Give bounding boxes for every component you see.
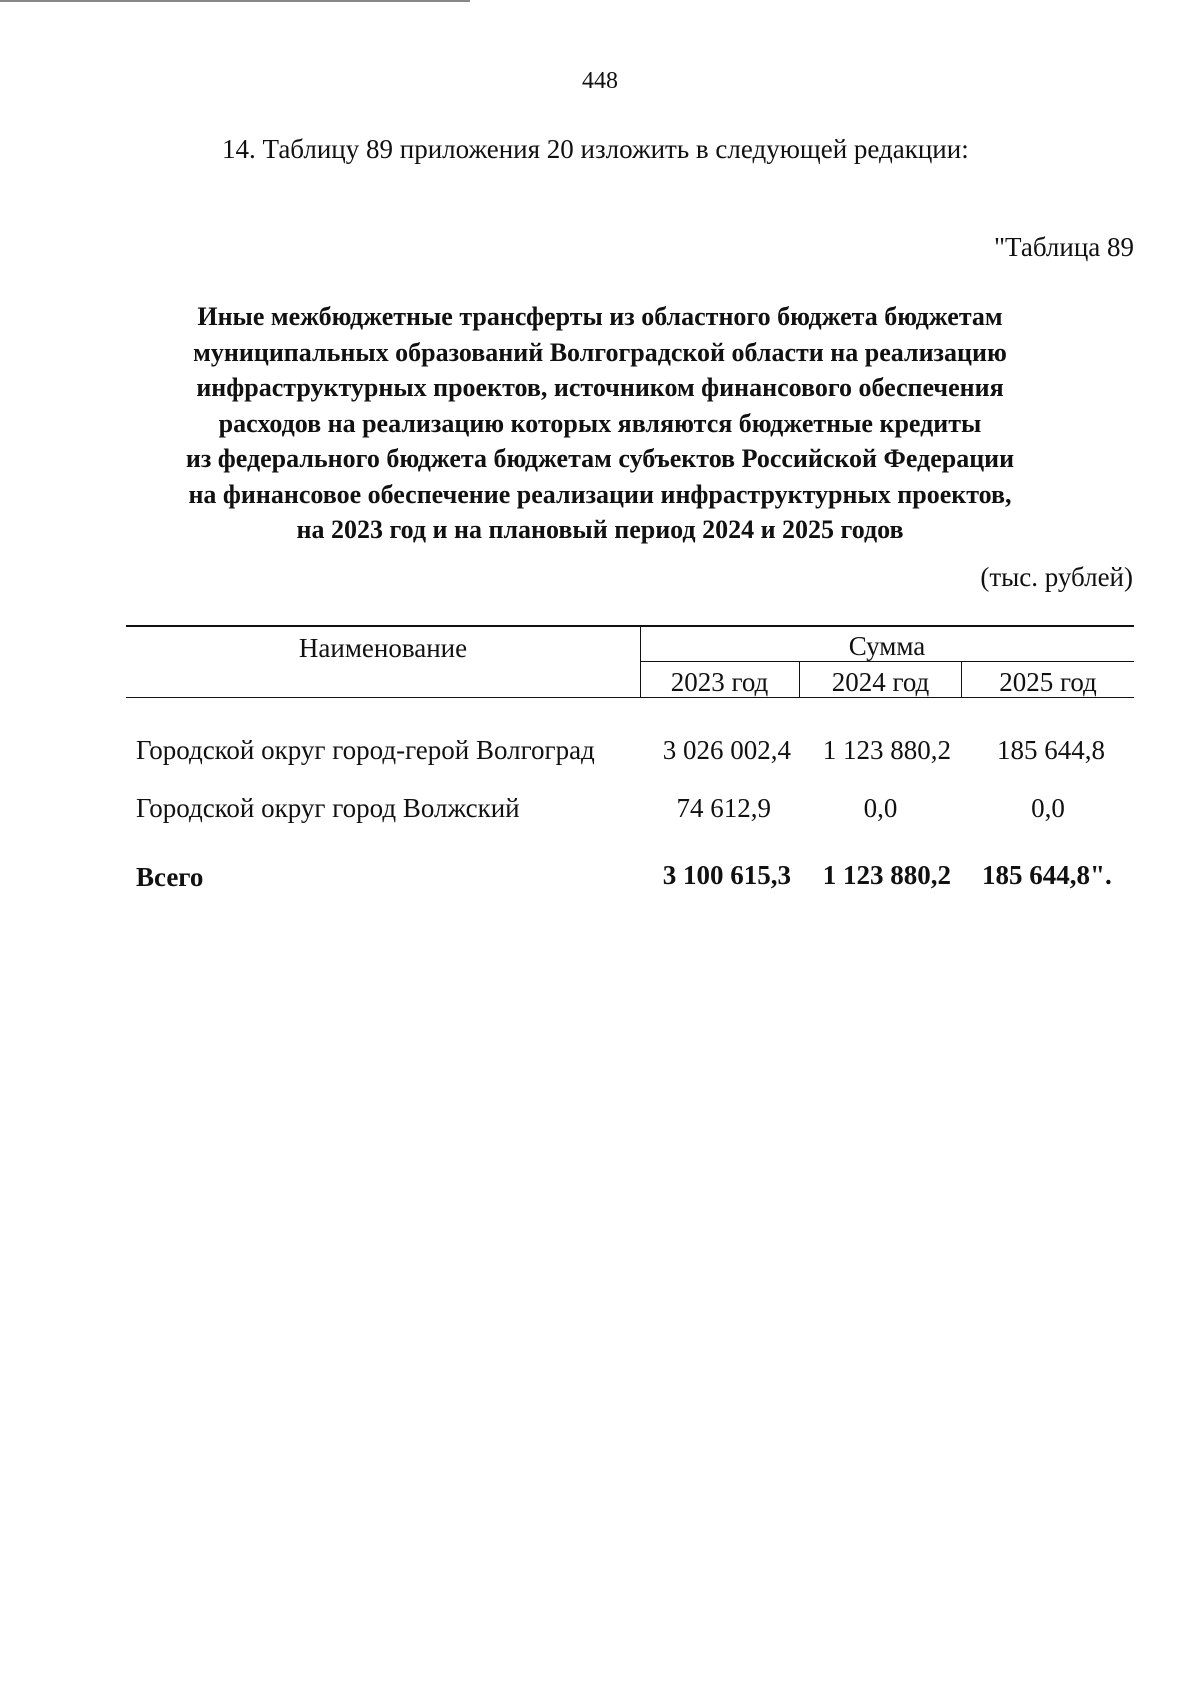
header-sum: Сумма [848, 631, 926, 661]
title-line: на финансовое обеспечение реализации инфраструктурных проектов, [188, 479, 1012, 509]
title-line: на 2023 год и на плановый период 2024 и 2025 годов [296, 515, 904, 544]
row-value-2024: 1 123 880,2 [822, 735, 951, 765]
total-value-2024: 1 123 880,2 [822, 860, 951, 890]
title-line: инфраструктурных проектов, источником финансового обеспечения [196, 373, 1004, 402]
units-label: (тыс. рублей) [980, 562, 1133, 592]
title-line: муниципальных образований Волгоградской области на реализацию [193, 337, 1007, 367]
row-value-2025: 185 644,8 [997, 735, 1105, 765]
table-top-rule [126, 625, 1134, 627]
row-value-2023: 3 026 002,4 [662, 735, 791, 765]
total-label: Всего [136, 862, 204, 892]
header-year: 2024 год [831, 667, 930, 697]
title-line: расходов на реализацию которых являются бюджетные кредиты [218, 408, 982, 438]
title-line: из федерального бюджета бюджетам субъектов Российской Федерации [185, 444, 1015, 473]
title-line: Иные межбюджетные трансферты из областного бюджета бюджетам [197, 302, 1003, 331]
row-value-2023: 74 612,9 [676, 793, 771, 823]
scan-edge-line [0, 0, 470, 2]
amendment-instruction: 14. Таблицу 89 приложения 20 изложить в следующей редакции: [222, 134, 969, 164]
header-name: Наименование [298, 633, 468, 663]
row-name: Городской округ город Волжский [136, 793, 520, 823]
table-title [150, 299, 1050, 548]
total-value-2023: 3 100 615,3 [662, 860, 791, 890]
row-value-2024: 0,0 [863, 793, 898, 823]
header-year: 2025 год [999, 667, 1097, 697]
header-year: 2023 год [670, 667, 769, 697]
table-label: "Таблица 89 [994, 232, 1134, 262]
total-value-2025: 185 644,8". [982, 860, 1112, 890]
row-name: Городской округ город-герой Волгоград [136, 735, 595, 765]
row-value-2025: 0,0 [1031, 793, 1065, 823]
page-number: 448 [582, 68, 618, 94]
